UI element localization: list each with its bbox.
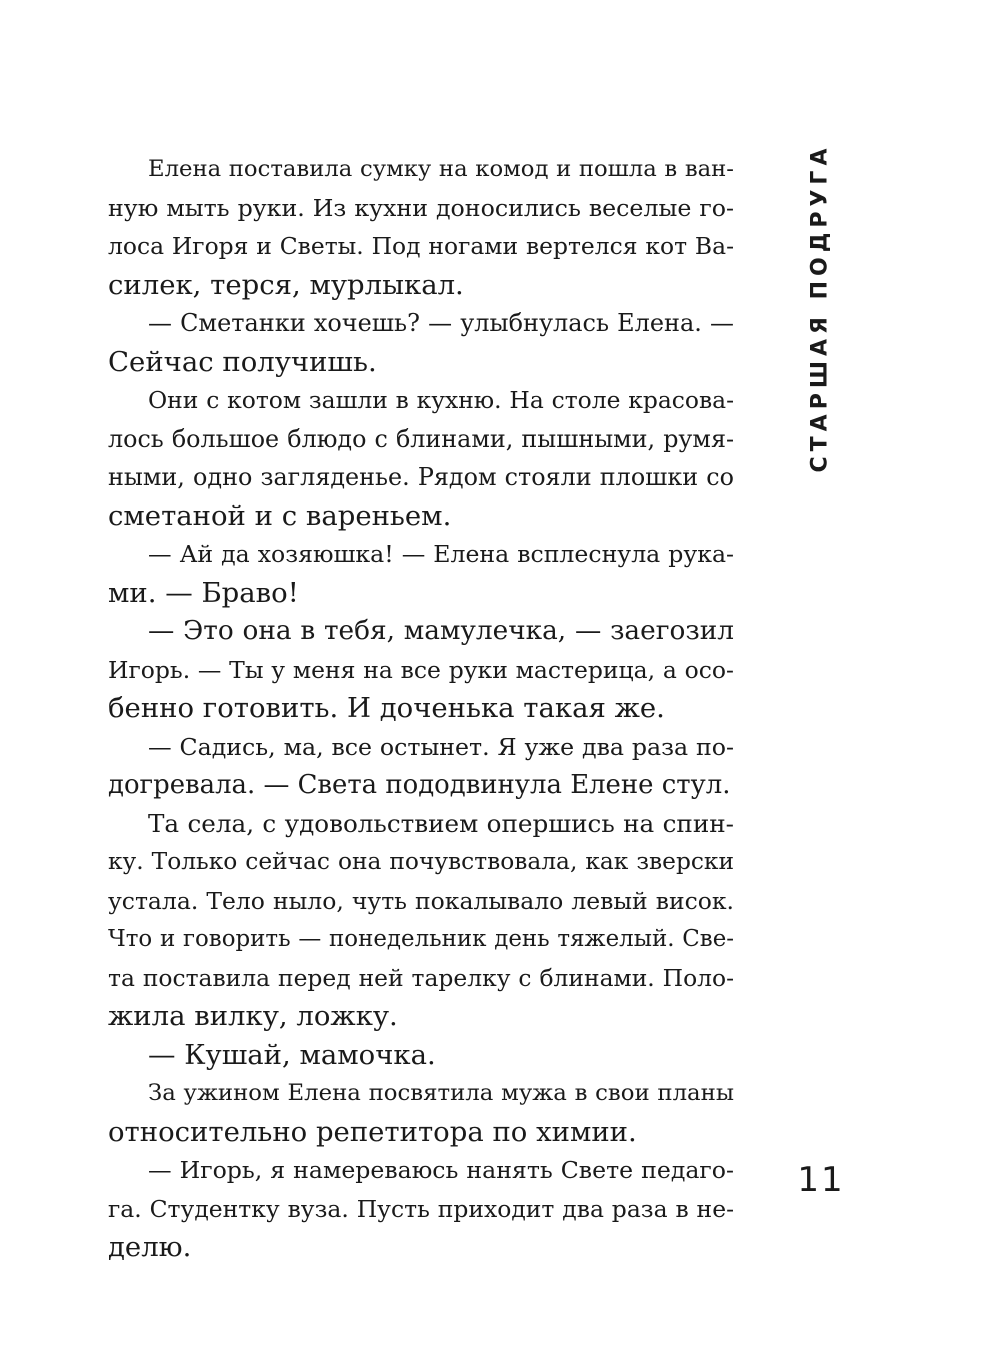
text-line: жила вилку, ложку.	[108, 1000, 398, 1032]
text-line: — Игорь, я намереваюсь нанять Свете педаго-	[148, 1156, 734, 1184]
text-line: лоса Игоря и Светы. Под ногами вертелся кот Ва-	[108, 232, 734, 260]
text-line: — Сметанки хочешь? — улыбнулась Елена. —	[148, 309, 734, 337]
body-text	[108, 150, 734, 1267]
text-line: Та села, с удовольствием опершись на спин-	[148, 808, 734, 838]
text-line: делю.	[108, 1231, 192, 1263]
text-line: силек, терся, мурлыкал.	[108, 268, 464, 301]
text-line: — Ай да хозяюшка! — Елена всплеснула рука-	[148, 540, 734, 568]
running-head-title: СТАРШАЯ ПОДРУГА	[807, 143, 833, 473]
text-line: га. Студентку вуза. Пусть приходит два раза в не-	[108, 1194, 734, 1223]
text-line: сметаной и с вареньем.	[108, 499, 452, 532]
text-line: — Кушай, мамочка.	[148, 1038, 436, 1071]
text-line: ную мыть руки. Из кухни доносились веселые го-	[108, 193, 734, 222]
text-line: лось большое блюдо с блинами, пышными, румя-	[108, 424, 734, 453]
text-line: Игорь. — Ты у меня на все руки мастерица, а осо-	[108, 655, 734, 684]
text-line: догревала. — Света пододвинула Елене стул.	[108, 770, 731, 800]
text-line: устала. Тело ныло, чуть покалывало левый висок.	[108, 886, 734, 915]
text-line: Елена поставила сумку на комод и пошла в ван-	[148, 156, 734, 182]
text-line: — Это она в тебя, мамулечка, — заегозил	[148, 616, 734, 646]
text-line: ми. — Браво!	[108, 576, 299, 609]
text-line: — Садись, ма, все остынет. Я уже два раза по-	[148, 732, 734, 761]
running-head	[798, 143, 842, 473]
text-line: бенно готовить. И доченька такая же.	[108, 692, 665, 724]
text-line: Они с котом зашли в кухню. На столе красова-	[148, 386, 734, 414]
text-line: относительно репетитора по химии.	[108, 1115, 637, 1148]
page-number: 11	[797, 1160, 845, 1200]
text-line: ку. Только сейчас она почувствовала, как зверски	[108, 848, 734, 875]
text-line: За ужином Елена посвятила мужа в свои планы	[148, 1080, 734, 1106]
text-line: Сейчас получишь.	[108, 345, 377, 378]
text-line: Что и говорить — понедельник день тяжелый. Све-	[108, 926, 734, 952]
text-line: ными, одно загляденье. Рядом стояли плошки со	[108, 463, 734, 491]
text-line: та поставила перед ней тарелку с блинами. Поло-	[108, 963, 734, 992]
